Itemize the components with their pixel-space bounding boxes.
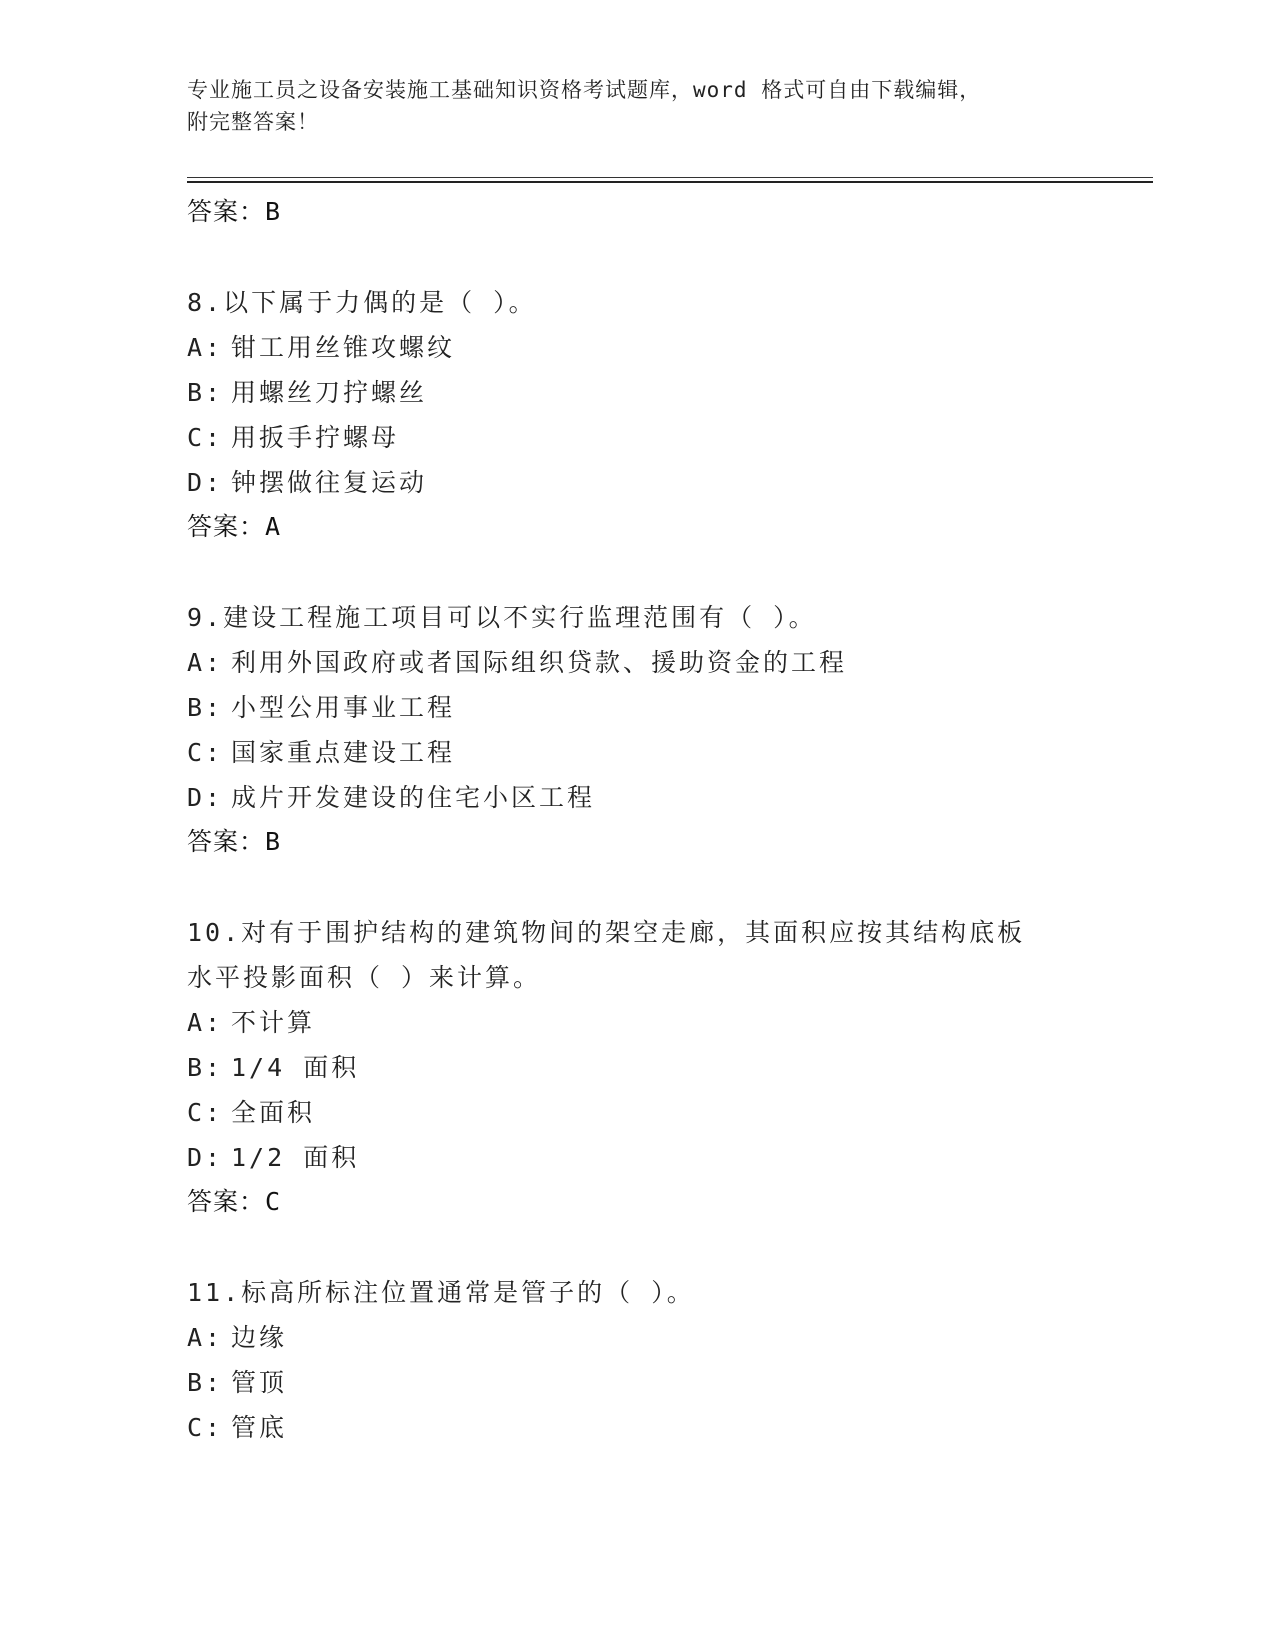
option-c <box>187 415 1087 460</box>
option-key: C: <box>187 423 224 452</box>
option-key: B: <box>187 693 224 722</box>
option-a <box>187 640 1087 685</box>
question-stem: 11.标高所标注位置通常是管子的（ ）。 <box>187 1278 695 1307</box>
option-key: A: <box>187 333 224 362</box>
option-text: 边缘 <box>231 1323 288 1352</box>
question-stem: 10.对有于围护结构的建筑物间的架空走廊，其面积应按其结构底板水平投影面积（ ）来计算。 <box>187 918 1026 992</box>
option-text: 不计算 <box>231 1008 316 1037</box>
option-text: 钳工用丝锥攻螺纹 <box>231 333 456 362</box>
option-text: 钟摆做往复运动 <box>231 468 428 497</box>
option-a <box>187 325 1087 370</box>
option-c <box>187 730 1087 775</box>
header-divider-thin <box>187 177 1153 178</box>
option-key: B: <box>187 378 224 407</box>
option-key: C: <box>187 738 224 767</box>
option-text: 成片开发建设的住宅小区工程 <box>231 783 596 812</box>
option-c <box>187 1405 1087 1450</box>
option-d <box>187 1135 1087 1180</box>
option-key: A: <box>187 1323 224 1352</box>
option-key: D: <box>187 1143 224 1172</box>
option-key: D: <box>187 468 224 497</box>
option-key: C: <box>187 1098 224 1127</box>
option-text: 1/2 面积 <box>231 1143 360 1172</box>
option-key: A: <box>187 648 224 677</box>
option-c <box>187 1090 1087 1135</box>
header-line-1: 专业施工员之设备安装施工基础知识资格考试题库，word 格式可自由下载编辑， <box>187 78 982 102</box>
option-text: 小型公用事业工程 <box>231 693 456 722</box>
answer-line: 答案：B <box>187 827 282 856</box>
option-text: 1/4 面积 <box>231 1053 360 1082</box>
answer-line: 答案：B <box>187 197 282 226</box>
option-text: 用扳手拧螺母 <box>231 423 400 452</box>
option-text: 全面积 <box>231 1098 316 1127</box>
option-text: 国家重点建设工程 <box>231 738 456 767</box>
document-header <box>187 74 1067 138</box>
option-key: D: <box>187 783 224 812</box>
option-a <box>187 1315 1087 1360</box>
option-b <box>187 685 1087 730</box>
option-text: 管顶 <box>231 1368 288 1397</box>
question-stem: 9.建设工程施工项目可以不实行监理范围有（ ）。 <box>187 603 817 632</box>
option-d <box>187 775 1087 820</box>
question-9 <box>187 595 1087 864</box>
option-b <box>187 1045 1087 1090</box>
option-b <box>187 1360 1087 1405</box>
option-key: A: <box>187 1008 224 1037</box>
option-key: C: <box>187 1413 224 1442</box>
header-divider-thick <box>187 181 1153 183</box>
option-text: 利用外国政府或者国际组织贷款、援助资金的工程 <box>231 648 848 677</box>
option-b <box>187 370 1087 415</box>
option-key: B: <box>187 1053 224 1082</box>
question-list <box>187 190 1087 1450</box>
option-a <box>187 1000 1087 1045</box>
question-11 <box>187 1270 1087 1450</box>
option-key: B: <box>187 1368 224 1397</box>
option-text: 管底 <box>231 1413 288 1442</box>
header-line-2: 附完整答案！ <box>187 110 319 134</box>
option-d <box>187 460 1087 505</box>
option-text: 用螺丝刀拧螺丝 <box>231 378 428 407</box>
question-8 <box>187 280 1087 549</box>
answer-line: 答案：C <box>187 1187 282 1216</box>
question-10 <box>187 910 1087 1224</box>
question-stem: 8.以下属于力偶的是（ ）。 <box>187 288 537 317</box>
answer-line: 答案：A <box>187 512 282 541</box>
